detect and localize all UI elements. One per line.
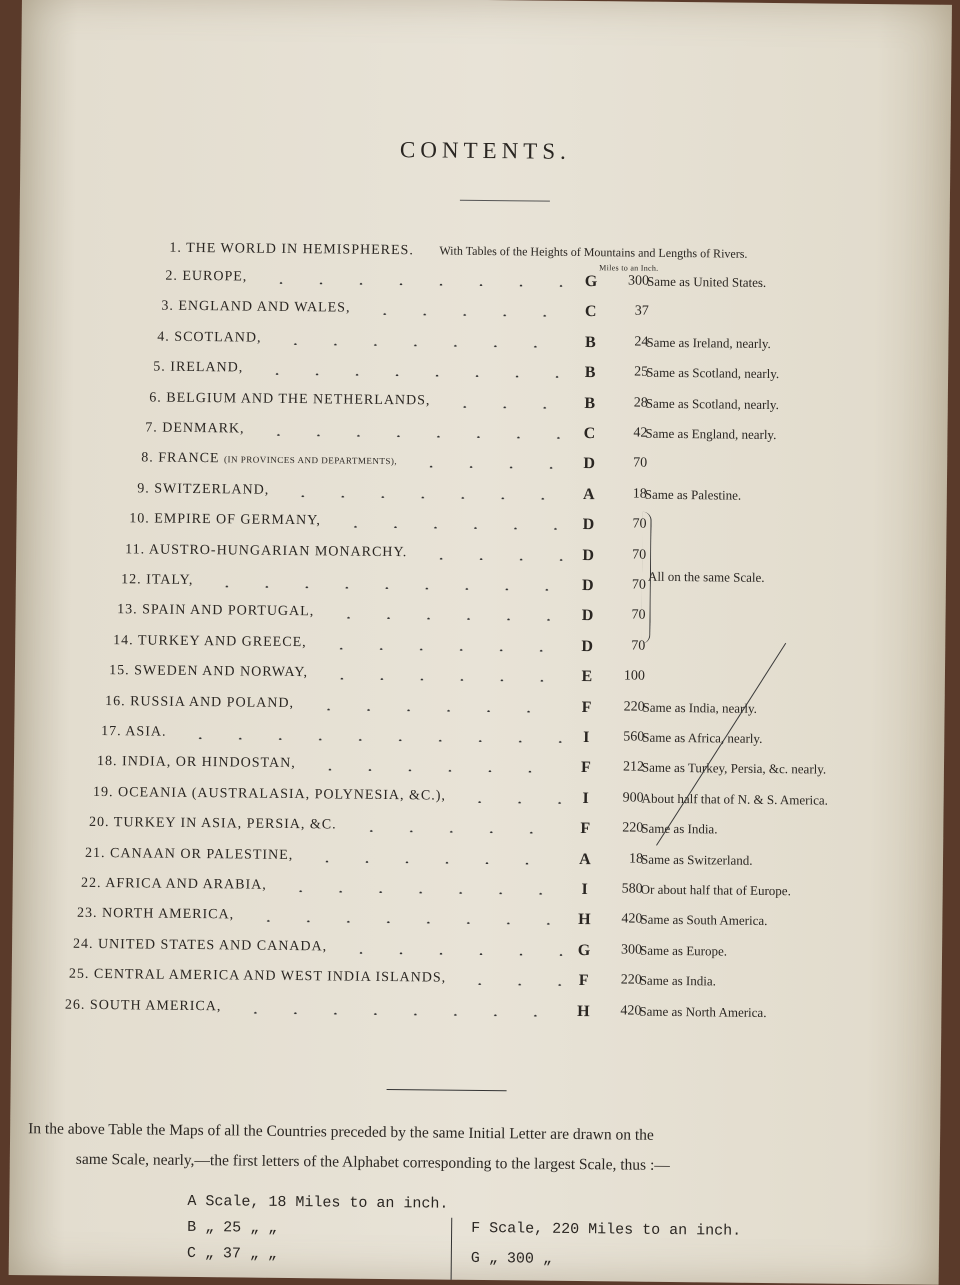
entry-number: 21. [84,845,106,861]
miles-per-inch: 220 [622,820,644,836]
contents-entry [12,966,942,1000]
scale-comparison-note: Same as India. [639,972,716,989]
leader-dots [309,708,567,713]
scale-comparison-note: Same as South America. [640,912,768,929]
entry-title: ASIA. [125,724,167,740]
miles-per-inch: 300 [620,942,643,958]
scale-letter: C [186,1244,196,1263]
contents-entry [14,693,944,727]
leader-dots [257,373,570,378]
scale-letter: G [584,273,598,291]
entry-name [161,299,350,317]
leader-dots [411,466,569,470]
contents-entry [15,662,945,696]
leader-dots [281,890,565,895]
scale-comparison-note: Or about half that of Europe. [640,881,791,899]
entry-number: 14. [113,632,134,649]
entry-name [169,241,414,260]
contents-entry [18,389,948,423]
leader-dots [365,313,571,317]
miles-per-inch: 900 [622,790,644,806]
miles-per-inch: 24 [634,334,649,350]
entry-name [97,754,296,772]
scale-letter: A [187,1192,197,1211]
scale-comparison-note: Same as Africa, nearly. [642,729,763,746]
entry-name [125,542,407,561]
scale-letter: H [577,1002,590,1020]
scale-left-2 [187,1245,277,1263]
scale-letter: F [580,759,591,777]
entry-number: 5. [153,359,166,375]
entry-number: 12. [121,572,142,588]
entry-title: FRANCE [158,450,220,467]
leader-dots [207,585,568,591]
leader-dots [275,343,570,348]
entry-title: SOUTH AMERICA, [89,997,222,1014]
page-title: CONTENTS. [399,137,571,164]
contents-entry [19,267,949,301]
entry-name [157,329,261,346]
entry-title: EUROPE, [182,268,248,285]
entry-title: AUSTRO-HUNGARIAN MONARCHY. [148,542,408,560]
leader-dots [445,405,570,408]
leader-dots [283,495,569,500]
explanation-line-1: In the above Table the Maps of all the Countries preceded by the same Initial Letter are drawn on the [28,1120,654,1144]
scale-comparison-note: Same as England, nearly. [645,425,777,443]
miles-per-inch: 18 [628,851,644,867]
entry-title: INDIA, OR HINDOSTAN, [122,754,296,772]
leader-dots [322,677,567,682]
scale-letter: A [579,850,591,868]
entry-number: 1. [169,240,182,256]
scale-comparison-note: About half that of N. & S. America. [641,790,829,808]
leader-dots [321,647,567,652]
contents-entry [14,753,944,787]
contents-entry [12,905,942,939]
entry-number: 26. [64,997,86,1013]
leader-dots [329,617,568,622]
entry-number: 23. [76,906,98,922]
entry-name [77,906,234,924]
entry-title: SPAIN AND PORTUGAL, [142,602,315,620]
entry-name [137,481,269,498]
scale-text: „ 37 „ „ [204,1245,277,1263]
scale-letter: B [584,364,596,382]
scale-comparison-note: Same as Turkey, Persia, &c. nearly. [641,760,827,777]
leader-dots [421,557,568,561]
scale-text: Scale, 220 Miles to an inch. [489,1220,742,1240]
entry-name [113,633,307,651]
scale-letter: C [584,303,597,321]
scale-letter: G [577,941,591,959]
entry-name [145,420,244,437]
entry-title: AFRICA AND ARABIA, [105,876,267,893]
miles-per-inch: 70 [631,607,646,624]
contents-entry [17,480,947,514]
entry-name [165,269,247,286]
entry-title: TURKEY AND GREECE, [137,633,307,650]
entry-number: 13. [117,602,138,618]
entry-number: 15. [109,663,130,679]
entry-name [105,694,294,712]
miles-per-inch: 220 [620,972,642,988]
miles-per-inch: 560 [623,729,645,745]
contents-entry [16,541,946,575]
contents-entry [17,449,947,483]
scale-letter: B [187,1218,197,1237]
miles-per-inch: 70 [631,638,646,654]
scale-letter: E [581,668,593,686]
miles-per-inch: 18 [632,486,647,502]
entry-number: 4. [157,329,170,345]
entry-number: 9. [137,481,150,497]
entry-title: DENMARK, [162,420,245,437]
scale-comparison-note: Same as Scotland, nearly. [645,395,779,412]
leader-dots [235,1011,563,1016]
leader-dots [335,526,568,530]
scale-comparison-note: Same as India, nearly. [642,699,757,716]
leader-dots [460,983,564,986]
leader-dots [248,920,564,925]
brace-note: All on the same Scale. [647,568,765,585]
entry-name [149,390,430,409]
scale-letter: B [584,333,596,351]
contents-entry [16,568,946,605]
entry-number: 8. [141,450,154,466]
miles-per-inch: 70 [632,547,647,563]
miles-per-inch: 220 [623,699,645,715]
scale-letter: I [582,789,589,807]
scale-letter: D [581,637,594,655]
entry-title: THE WORLD IN HEMISPHERES. [186,240,414,259]
entry-number: 3. [161,298,174,315]
scale-left-1 [187,1219,277,1237]
miles-per-inch: 580 [621,881,643,897]
scale-letter: D [582,516,595,534]
scale-comparison-note: Same as United States. [646,273,767,290]
leader-dots [310,769,566,774]
scale-letter: D [582,546,595,564]
miles-per-inch: 70 [632,516,647,532]
miles-per-inch: 28 [633,395,648,411]
contents-list [9,0,952,1285]
entry-number: 17. [101,723,122,740]
entry-title: CANAAN OR PALESTINE, [109,845,294,863]
entry-name [73,937,327,956]
leader-dots [351,830,565,834]
entry-name [81,876,267,894]
contents-entry [18,358,948,392]
scale-text: Scale, 18 Miles to an inch. [205,1193,449,1213]
miles-per-inch: 300 [627,273,650,289]
scale-comparison-note: Same as Palestine. [644,486,742,503]
entry-name [109,663,308,681]
entry-name [121,572,193,589]
scale-left-0 [187,1193,448,1213]
entry-title: BELGIUM AND THE NETHERLANDS, [166,390,431,409]
entry-name [69,967,446,987]
entry-name [85,845,293,863]
entry-title: SWEDEN AND NORWAY, [134,663,309,681]
scale-letter: F [471,1219,481,1237]
entry-title: ITALY, [146,572,194,588]
header-note: With Tables of the Heights of Mountains and Lengths of Rivers. [439,243,748,261]
leader-dots [258,434,569,439]
entry-name [117,603,314,621]
explanation-line-2: same Scale, nearly,—the first letters of the Alphabet corresponding to the largest Scale, thus :— [75,1150,670,1174]
entry-number: 11. [125,541,146,558]
entry-title: SWITZERLAND, [154,481,270,498]
leader-dots [307,860,565,865]
entry-title: SCOTLAND, [174,329,262,346]
entry-name [153,360,243,377]
miles-per-inch: 70 [631,577,646,593]
entry-number: 16. [105,693,126,709]
miles-per-inch: 420 [621,911,643,928]
entry-name [101,724,167,741]
scale-comparison-note: Same as North America. [639,1003,767,1020]
scale-letter: B [584,394,596,412]
scale-letter: F [581,698,592,716]
leader-dots [261,282,571,287]
scale-comparison-note: Same as India. [641,820,718,837]
contents-entry [15,601,945,635]
entry-name [129,511,321,529]
entry-number: 6. [149,390,162,406]
entry-title: EMPIRE OF GERMANY, [154,511,322,529]
scale-letter: C [583,425,596,443]
scale-letter: I [583,729,590,747]
scale-letter: I [581,881,588,899]
miles-per-inch: 37 [634,303,649,320]
contents-entry [18,328,948,362]
entry-number: 7. [145,420,158,436]
scale-right-0 [471,1220,741,1240]
scale-letter: G [470,1249,480,1267]
contents-entry [13,875,943,909]
entry-title: RUSSIA AND POLAND, [130,693,295,711]
entry-number: 24. [72,936,94,952]
scale-letter: D [581,607,594,625]
entry-title: CENTRAL AMERICA AND WEST INDIA ISLANDS, [93,967,447,986]
entry-number: 10. [129,511,150,527]
entry-name [89,815,337,834]
entry-subtitle: (IN PROVINCES AND DEPARTMENTS), [223,454,398,467]
entry-title: UNITED STATES AND CANADA, [97,936,328,955]
entry-name [93,785,446,805]
entry-title: OCEANIA (AUSTRALASIA, POLYNESIA, &C.), [117,784,447,804]
contents-entry [17,419,947,453]
contents-entry [14,784,944,818]
contents-entry [13,814,943,848]
entry-title: NORTH AMERICA, [101,906,235,923]
miles-per-inch: 212 [622,759,645,776]
scale-letter: H [578,911,591,929]
miles-per-inch: 25 [634,364,649,380]
contents-entry [13,845,943,879]
entry-number: 19. [92,784,114,800]
entry-number: 25. [68,966,90,983]
scale-letter: F [578,972,589,990]
leader-dots [460,801,566,804]
miles-per-inch: 70 [633,455,648,472]
scale-letter: D [583,455,596,473]
entry-title: ENGLAND AND WALES, [178,299,351,316]
contents-entry [15,632,945,666]
miles-per-inch: 42 [633,425,648,441]
entry-title: TURKEY IN ASIA, PERSIA, &C. [113,815,337,833]
entry-title: IRELAND, [170,359,244,376]
scale-comparison-note: Same as Switzerland. [640,851,753,868]
contents-entry [19,298,949,332]
entry-number: 20. [88,815,110,831]
scale-right-1 [471,1250,552,1268]
entry-number: 2. [165,268,178,284]
scale-comparison-note: Same as Ireland, nearly. [646,334,771,351]
contents-entry [11,997,941,1031]
entry-number: 22. [80,875,102,892]
contents-entry [14,723,944,757]
scale-text: „ 25 „ „ [205,1219,278,1237]
document-page [9,0,952,1285]
leader-dots [180,737,566,743]
miles-per-inch: 100 [623,668,646,684]
scale-text: „ 300 „ [488,1250,552,1268]
scale-comparison-note: Same as Europe. [639,942,728,959]
leader-dots [341,951,564,955]
scale-letter: F [580,820,591,838]
entry-name [141,451,397,470]
contents-entry [12,936,942,970]
entry-number: 18. [97,754,118,770]
miles-column-header: Miles to an Inch. [599,263,659,273]
miles-per-inch: 420 [620,1003,642,1019]
contents-entry [16,510,946,544]
scale-letter: A [582,485,595,503]
scale-comparison-note: Same as Scotland, nearly. [646,364,780,382]
entry-name [65,997,222,1015]
scale-letter: D [582,577,594,595]
